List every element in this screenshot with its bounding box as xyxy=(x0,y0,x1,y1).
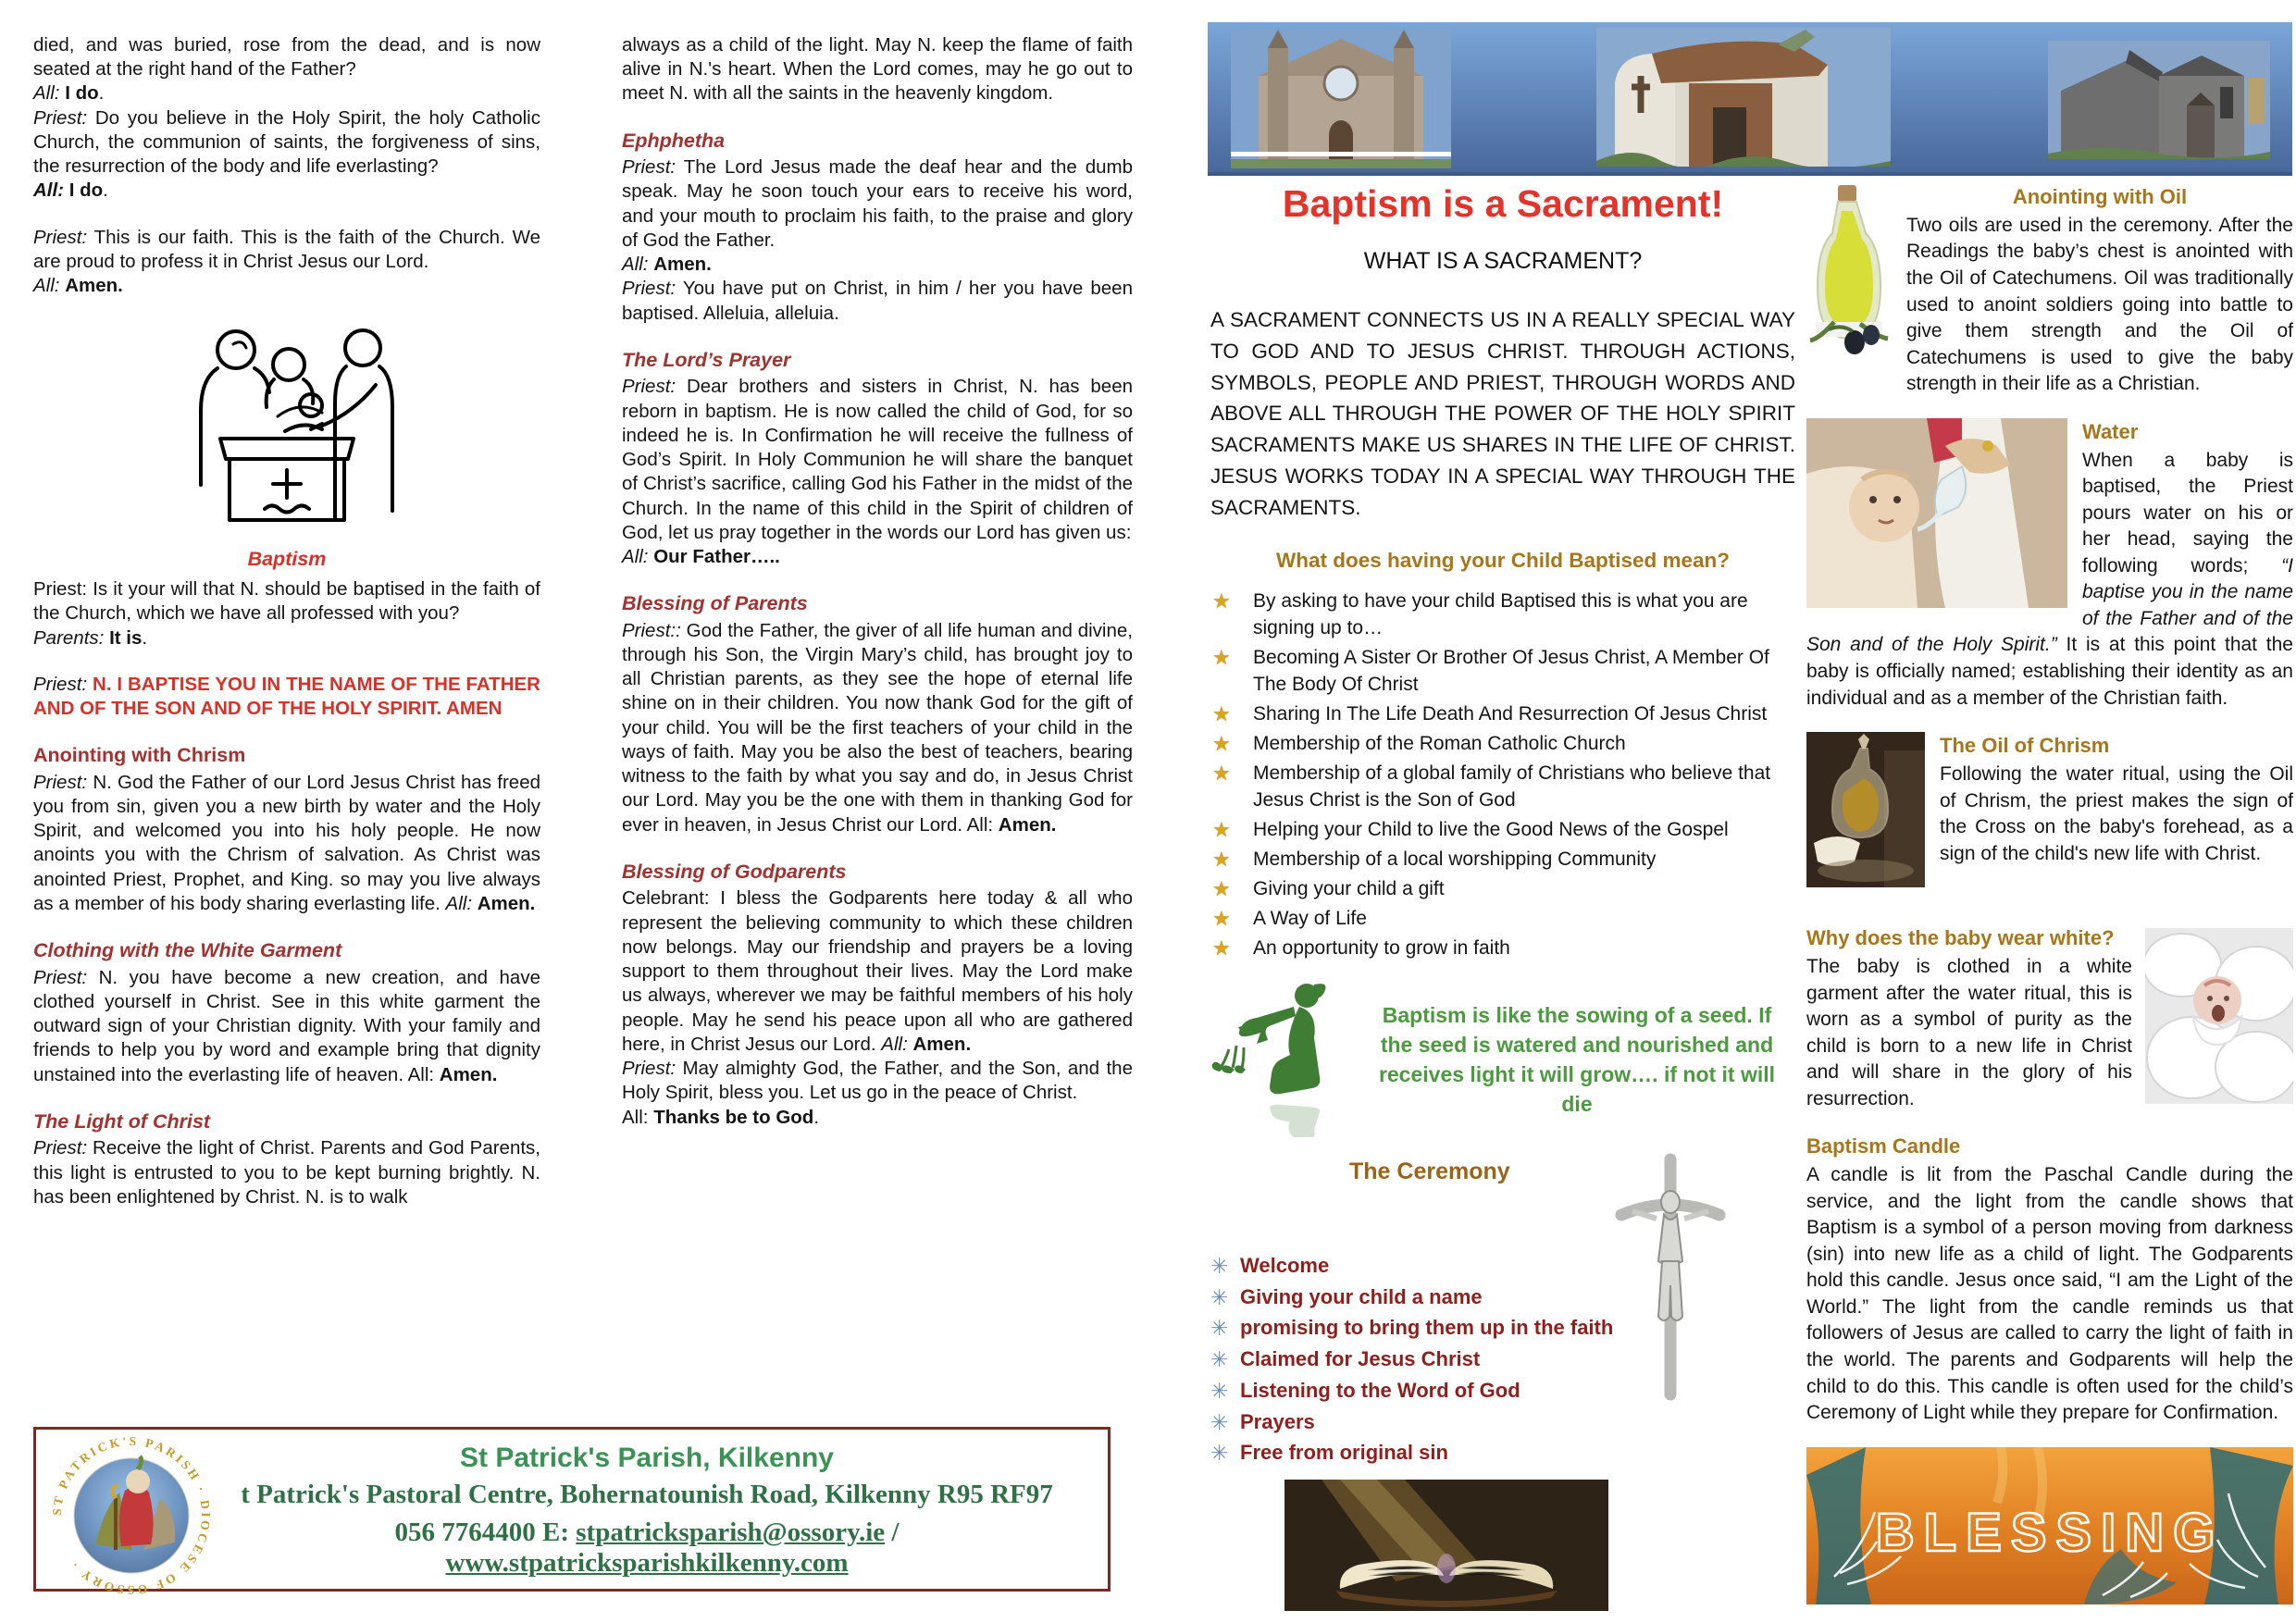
heading-anointing-with-chrism: Anointing with Chrism xyxy=(33,744,246,767)
ephphetha-paragraph: Priest: The Lord Jesus made the deaf hear and the dumb speak. May he soon touch your ears to receive his word, and your mouth to proclaim his faith, to the praise and glory of God the Father. All: Amen. Priest: You have put on Christ, in him / her you have been baptised. Alleluia, alleluia. xyxy=(622,156,1133,324)
heading-clothing-white-garment: Clothing with the White Garment xyxy=(33,939,342,962)
list-item: ★ Membership of a local worshipping Community xyxy=(1210,847,1795,873)
email-link[interactable]: stpatricksparish@ossory.ie xyxy=(576,1518,886,1547)
heading-ephphetha: Ephphetha xyxy=(622,129,726,152)
asterisk-bullet-icon: ✳ xyxy=(1210,1316,1229,1341)
parish-name: St Patrick's Parish, Kilkenny xyxy=(460,1443,834,1473)
list-item: ✳ Listening to the Word of God xyxy=(1210,1377,1645,1405)
baptism-candle-heading: Baptism Candle xyxy=(1806,1134,1961,1158)
blessing-parents-paragraph: Priest:: God the Father, the giver of all life human and divine, through his Son, the Virgin Mary’s child, has brought joy to all Christian parents, as they see the hope of eternal life shine on in their children. You now thank God for the gift of your child. You will be the first teachers of your child in the ways of faith. May you be also the best of teachers, bearing witness to the faith by what you say and do, in Jesus Christ our Lord. May you be the one with them in thanking God for ever in heaven, in Jesus Christ our Lord. All: Amen. xyxy=(622,619,1133,836)
baptism-line-art-image xyxy=(148,320,426,538)
sacrament-definition-paragraph: A SACRAMENT CONNECTS US IN A REALLY SPECIAL WAY TO GOD AND TO JESUS CHRIST. THROUGH ACTIONS, SYMBOLS, PEOPLE AND PRIEST, THROUGH WORDS AND ABOVE ALL THROUGH THE POWER OF THE HOLY SPIRIT SACRAMENTS MAKE US SHARES IN THE LIFE OF CHRIST. JESUS WORKS TODAY IN A SPECIAL WAY THROUGH THE SACRAMENTS. xyxy=(1210,308,1795,519)
right-page-main-column xyxy=(1210,183,1795,1611)
star-bullet-icon: ★ xyxy=(1212,847,1231,871)
baby-wear-white-heading: Why does the baby wear white? xyxy=(1806,926,2115,950)
white-garment-paragraph: Priest: N. you have become a new creation, and have clothed yourself in Christ. See in this white garment the outward sign of your Christian dignity. With your family and friends to help you by word and example bring that dignity unstained into the everlasting life of heaven. All: Amen. xyxy=(33,966,540,1085)
list-item: ★ By asking to have your child Baptised this is what you are signing up to… xyxy=(1212,588,1748,638)
child-of-light-paragraph: always as a child of the light. May N. keep the flame of faith alive in N.'s heart. When the Lord comes, may he go out to meet N. with all the saints in the heavenly kingdom. xyxy=(622,34,1133,105)
asterisk-bullet-icon: ✳ xyxy=(1210,1441,1229,1466)
open-bible-photo xyxy=(1285,1480,1608,1611)
list-item: ★ Sharing In The Life Death And Resurrection Of Jesus Christ xyxy=(1210,701,1795,728)
asterisk-bullet-icon: ✳ xyxy=(1210,1378,1229,1403)
star-bullet-icon: ★ xyxy=(1212,906,1231,930)
chrism-oil-decanter-photo xyxy=(1806,732,1925,887)
anointing-with-oil-heading: Anointing with Oil xyxy=(2012,185,2188,208)
anointing-with-oil-section xyxy=(1806,183,2293,398)
list-item: ✳ Claimed for Jesus Christ xyxy=(1210,1345,1645,1373)
light-of-christ-paragraph: Priest: Receive the light of Christ. Parents and God Parents, this light is entrusted to you to be kept burning brightly. N. has been enlightened by Christ. N. is to walk xyxy=(33,1137,540,1208)
asterisk-bullet-icon: ✳ xyxy=(1210,1347,1229,1372)
baptism-candle-paragraph: A candle is lit from the Paschal Candle during the service, and the light from the candle shows that Baptism is a symbol of a person moving from darkness (sin) into new life as a child of light. The Godparents hold this candle. Jesus once said, “I am the Light of the World.” The light from the candle reminds us that followers of Jesus are called to carry the light of faith in the world. The parents and Godparents will help the child to do this. This candle is often used for the child’s Ceremony of Light while they prepare for Confirmation. xyxy=(1806,1164,2293,1424)
list-item: ★ Becoming A Sister Or Brother Of Jesus Christ, A Member Of The Body Of Christ xyxy=(1212,645,1769,695)
star-bullet-icon: ★ xyxy=(1212,731,1231,755)
baptism-caption: Baptism xyxy=(247,547,327,570)
logo-ring-text: ST PATRICK'S PARISH · DIOCESE OF OSSORY · xyxy=(49,1433,214,1598)
baptism-meaning-list xyxy=(1210,588,1795,962)
baby-in-white-photo xyxy=(2145,928,2293,1104)
blessing-artwork xyxy=(1806,1447,2293,1604)
page-title: Baptism is a Sacrament! xyxy=(1282,182,1724,225)
oil-of-chrism-paragraph: Following the water ritual, using the Oil of Chrism, the priest makes the sign of the Cross on the baby's forehead, as a sign of the child's new life with Christ. xyxy=(1940,763,2293,864)
person-watering-plants-image xyxy=(1210,975,1354,1137)
asterisk-bullet-icon: ✳ xyxy=(1210,1254,1229,1279)
heading-blessing-of-godparents: Blessing of Godparents xyxy=(622,860,847,883)
baby-wear-white-section xyxy=(1806,924,2293,1112)
parish-contact-text xyxy=(212,1443,1082,1586)
asterisk-bullet-icon: ✳ xyxy=(1210,1284,1229,1309)
star-bullet-icon: ★ xyxy=(1212,935,1231,960)
what-is-a-sacrament-heading: WHAT IS A SACRAMENT? xyxy=(1363,248,1643,275)
anointing-chrism-paragraph: Priest: N. God the Father of our Lord Jesus Christ has freed you from sin, given you a new birth by water and the Holy Spirit, and welcomed you into his holy people. He now anoints you with the Chrism of salvation. As Christ was anointed Priest, Prophet, and King. so may you live always as a member of his body sharing everlasting life. All: Amen. xyxy=(33,771,540,914)
star-bullet-icon: ★ xyxy=(1212,701,1231,725)
list-item: ★ A Way of Life xyxy=(1210,906,1795,933)
watering-seed-graphic xyxy=(1210,975,1359,1146)
parish-phone-email-web xyxy=(212,1518,1082,1579)
list-item: ✳ Free from original sin xyxy=(1210,1439,1645,1467)
oil-of-chrism-heading: The Oil of Chrism xyxy=(1940,734,2110,758)
phone-number: 056 7764400 E: xyxy=(394,1518,577,1547)
modern-church-photo xyxy=(1596,28,1891,167)
right-page-side-column xyxy=(1806,183,2293,1604)
baptism-clipart xyxy=(33,320,540,544)
list-item: ✳ Prayers xyxy=(1210,1408,1645,1436)
blessing-godparents-paragraph: Celebrant: I bless the Godparents here today & all who represent the believing community to which these children now belongs. May our friendship and prayers be a loving support to them throughout their lives. May the Lord make us always, wherever we may be faithful members of his holy people. May he send his peace upon all who are gathered here, in Christ Jesus our Lord. All: Amen. Priest: May almighty God, the Father, and the Son, and the Holy Spirit, bless you. Let us go in the peace of Christ. All: Thanks be to God. xyxy=(622,887,1133,1128)
ceremony-list xyxy=(1210,1252,1645,1467)
faith-profession-paragraph: Priest: This is our faith. This is the faith of the Church. We are proud to profess it in Christ Jesus our Lord. All: Amen. xyxy=(33,226,540,297)
gothic-church-photo xyxy=(1231,30,1451,168)
baptism-candle-section xyxy=(1806,1133,2293,1426)
water-section xyxy=(1806,418,2293,712)
list-item: ✳ Giving your child a name xyxy=(1210,1283,1645,1311)
star-bullet-icon: ★ xyxy=(1212,588,1231,613)
baby-baptism-photo xyxy=(1806,418,2067,608)
separator: / xyxy=(885,1518,900,1547)
list-item: ★ An opportunity to grow in faith xyxy=(1210,935,1795,962)
parish-address: t Patrick's Pastoral Centre, Bohernatounish Road, Kilkenny R95 RF97 xyxy=(241,1480,1053,1509)
website-link[interactable]: www.stpatricksparishkilkenny.com xyxy=(445,1548,849,1578)
churches-photo-banner xyxy=(1208,22,2292,176)
oil-of-chrism-section xyxy=(1806,732,2293,893)
asterisk-bullet-icon: ✳ xyxy=(1210,1409,1229,1434)
ceremony-section xyxy=(1210,1156,1795,1467)
list-item: ★ Membership of the Roman Catholic Church xyxy=(1210,731,1795,758)
parish-contact-box xyxy=(33,1427,1111,1598)
stone-church-photo xyxy=(2048,41,2270,159)
water-heading: Water xyxy=(2082,419,2139,443)
list-item: ★ Helping your Child to live the Good News of the Gospel xyxy=(1210,817,1795,844)
anointing-with-oil-paragraph: Two oils are used in the ceremony. After the Readings the baby’s chest is anointed with the Oil of Catechumens. Oil was traditionally used to anoint soldiers going into battle to give them strength and the Oil of Catechumens is used to give the baby strength in their life as a Christian. xyxy=(1906,214,2293,395)
seed-quote-text: Baptism is like the sowing of a seed. If the seed is watered and nourished and receives light it will grow…. if not it will die xyxy=(1378,1002,1776,1117)
heading-lords-prayer: The Lord’s Prayer xyxy=(622,348,791,371)
list-item: ★ Giving your child a gift xyxy=(1210,876,1795,903)
seed-quote-block xyxy=(1210,975,1795,1146)
left-page-column-1 xyxy=(33,33,540,1209)
crucifix-image xyxy=(1610,1146,1731,1415)
heading-blessing-of-parents: Blessing of Parents xyxy=(622,592,808,615)
heading-light-of-christ: The Light of Christ xyxy=(33,1109,211,1133)
star-bullet-icon: ★ xyxy=(1212,645,1231,669)
olive-oil-bottle-image xyxy=(1806,183,1892,368)
list-item: ★ Membership of a global family of Christians who believe that Jesus Christ is the Son of God xyxy=(1212,761,1771,811)
star-bullet-icon: ★ xyxy=(1212,817,1231,841)
left-page-column-2 xyxy=(622,33,1133,1130)
list-item: ✳ promising to bring them up in the faith xyxy=(1210,1314,1645,1342)
list-item: ✳ Welcome xyxy=(1210,1252,1645,1280)
parish-logo xyxy=(49,1433,214,1598)
baby-wear-white-paragraph: The baby is clothed in a white garment after the water ritual, this is worn as a symbol of purity as the child is born to a new life in Christ and will share in the glory of his resurrection. xyxy=(1806,956,2132,1109)
blessing-text: BLESSING xyxy=(1875,1502,2225,1563)
lords-prayer-paragraph: Priest: Dear brothers and sisters in Christ, N. has been reborn in baptism. He is now called the child of God, for so indeed he is. In Confirmation he will receive the fullness of God’s Spirit. In Holy Communion he will share the banquet of Christ’s sacrifice, calling God his Father in the midst of the Church. In the name of this child in the Spirit of children of God, let us pray together in the words our Lord has given us: All: Our Father….. xyxy=(622,376,1133,568)
will-question-paragraph: Priest: Is it your will that N. should be baptised in the faith of the Church, which we have all professed with you? Parents: It is. xyxy=(33,578,540,649)
creed-dialogue-paragraph: died, and was buried, rose from the dead, and is now seated at the right hand of the Father? All: I do. Priest: Do you believe in the Holy Spirit, the holy Catholic Church, the communion of saints, the forgiveness of sins, the resurrection of the body and life everlasting? All: I do. xyxy=(33,34,540,202)
water-paragraph: When a baby is baptised, the Priest pours water on his or her head, saying the following words; “I baptise you in the name of the Father and of the Son and of the Holy Spirit.” It is at this point that the baby is officially named; establishing their identity as an individual and as a member of the Christian faith. xyxy=(1806,449,2293,709)
ceremony-heading: The Ceremony xyxy=(1349,1158,1510,1185)
baptised-mean-heading: What does having your Child Baptised mean? xyxy=(1275,549,1731,573)
star-bullet-icon: ★ xyxy=(1212,761,1231,785)
star-bullet-icon: ★ xyxy=(1212,876,1231,900)
st-patricks-logo-image xyxy=(49,1433,214,1598)
baptise-formula-paragraph: Priest: N. I BAPTISE YOU IN THE NAME OF THE FATHER AND OF THE SON AND OF THE HOLY SPIRIT. AMEN xyxy=(33,673,540,720)
